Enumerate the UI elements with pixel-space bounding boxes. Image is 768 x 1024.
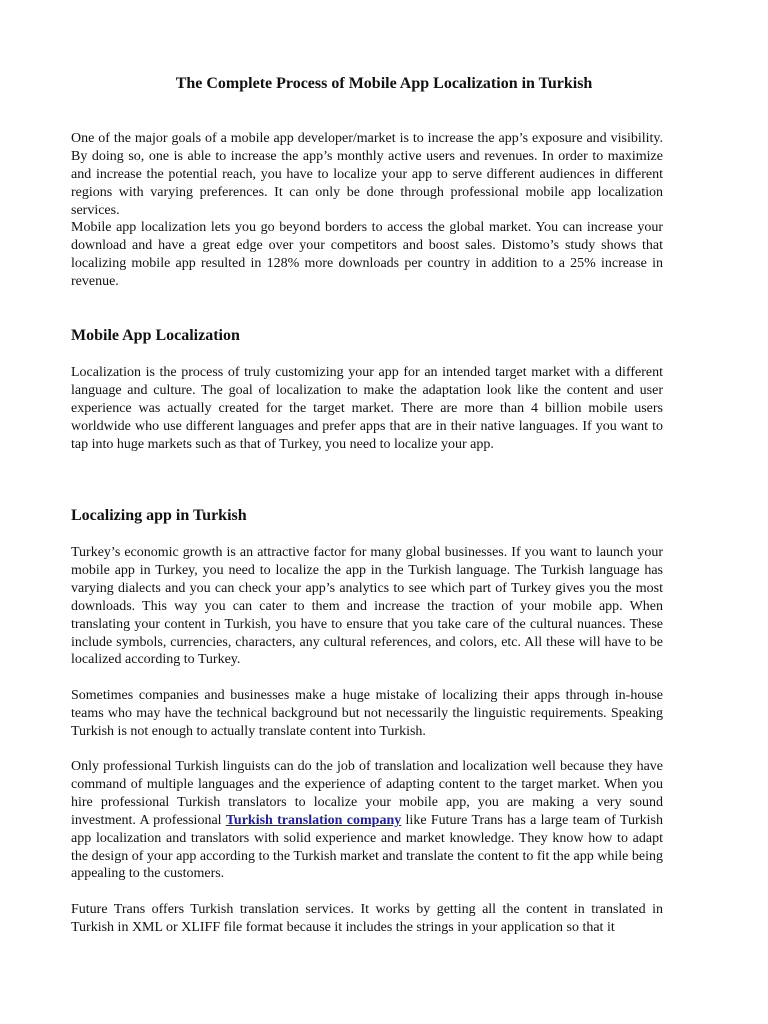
paragraph-text-before-link: Only professional Turkish linguists can do the job of translation and localization well because they have command of multiple languages and the experience of adapting content to the target market. When you hire professional Turkish translators to localize your mobile app, you are making a very sound investment. A professional xyxy=(71,759,663,828)
section-heading-localizing-app-in-turkish: Localizing app in Turkish xyxy=(71,507,247,524)
turkey-paragraph-3 xyxy=(71,758,663,883)
turkey-paragraph-4: Future Trans offers Turkish translation services. It works by getting all the content in translated in Turkish in XML or XLIFF file format because it includes the strings in your application so that it xyxy=(71,902,663,935)
localization-paragraph: Localization is the process of truly customizing your app for an intended target market with a different language and culture. The goal of localization to make the adaptation look like the content and user experience was actually created for the target market. There are more than 4 billion mobile users worldwide who use different languages and prefer apps that are in their native languages. If you want to tap into huge markets such as that of Turkey, you need to localize your app. xyxy=(71,365,663,452)
turkey-paragraph-2: Sometimes companies and businesses make a huge mistake of localizing their apps through in-house teams who may have the technical background but not necessarily the linguistic requirements. Speaking Turkish is not enough to actually translate content into Turkish. xyxy=(71,688,663,739)
section-heading-mobile-app-localization: Mobile App Localization xyxy=(71,327,240,344)
document-title: The Complete Process of Mobile App Localization in Turkish xyxy=(175,75,593,92)
intro-paragraph-2: Mobile app localization lets you go beyond borders to access the global market. You can increase your download and have a great edge over your competitors and boost sales. Distomo’s study shows that localizing mobile app resulted in 128% more downloads per country in addition to a 25% increase in revenue. xyxy=(71,220,663,289)
paragraph-text-after-link: like Future Trans has a large team of Turkish app localization and translators with solid experience and market knowledge. They know how to adapt the design of your app according to the Turkish market and translate the content to fit the app while being appealing to the customers. xyxy=(71,812,663,882)
intro-paragraph-1: One of the major goals of a mobile app developer/market is to increase the app’s exposure and visibility. By doing so, one is able to increase the app’s monthly active users and revenues. In order to maximize and increase the potential reach, you have to localize your app to serve different audiences in different regions with varying preferences. It can only be done through professional mobile app localization services. xyxy=(71,131,663,218)
turkish-translation-company-link[interactable]: Turkish translation company xyxy=(225,812,402,828)
turkey-paragraph-1: Turkey’s economic growth is an attractive factor for many global businesses. If you want to launch your mobile app in Turkey, you need to localize the app in the Turkish language. The Turkish language has varying dialects and you can check your app’s analytics to see which part of Turkey gives you the most downloads. This way you can cater to them and increase the traction of your mobile app. When translating your content in Turkish, you have to ensure that you take care of the cultural nuances. These include symbols, currencies, characters, any cultural references, and colors, etc. All these will have to be localized according to Turkey. xyxy=(71,545,663,668)
